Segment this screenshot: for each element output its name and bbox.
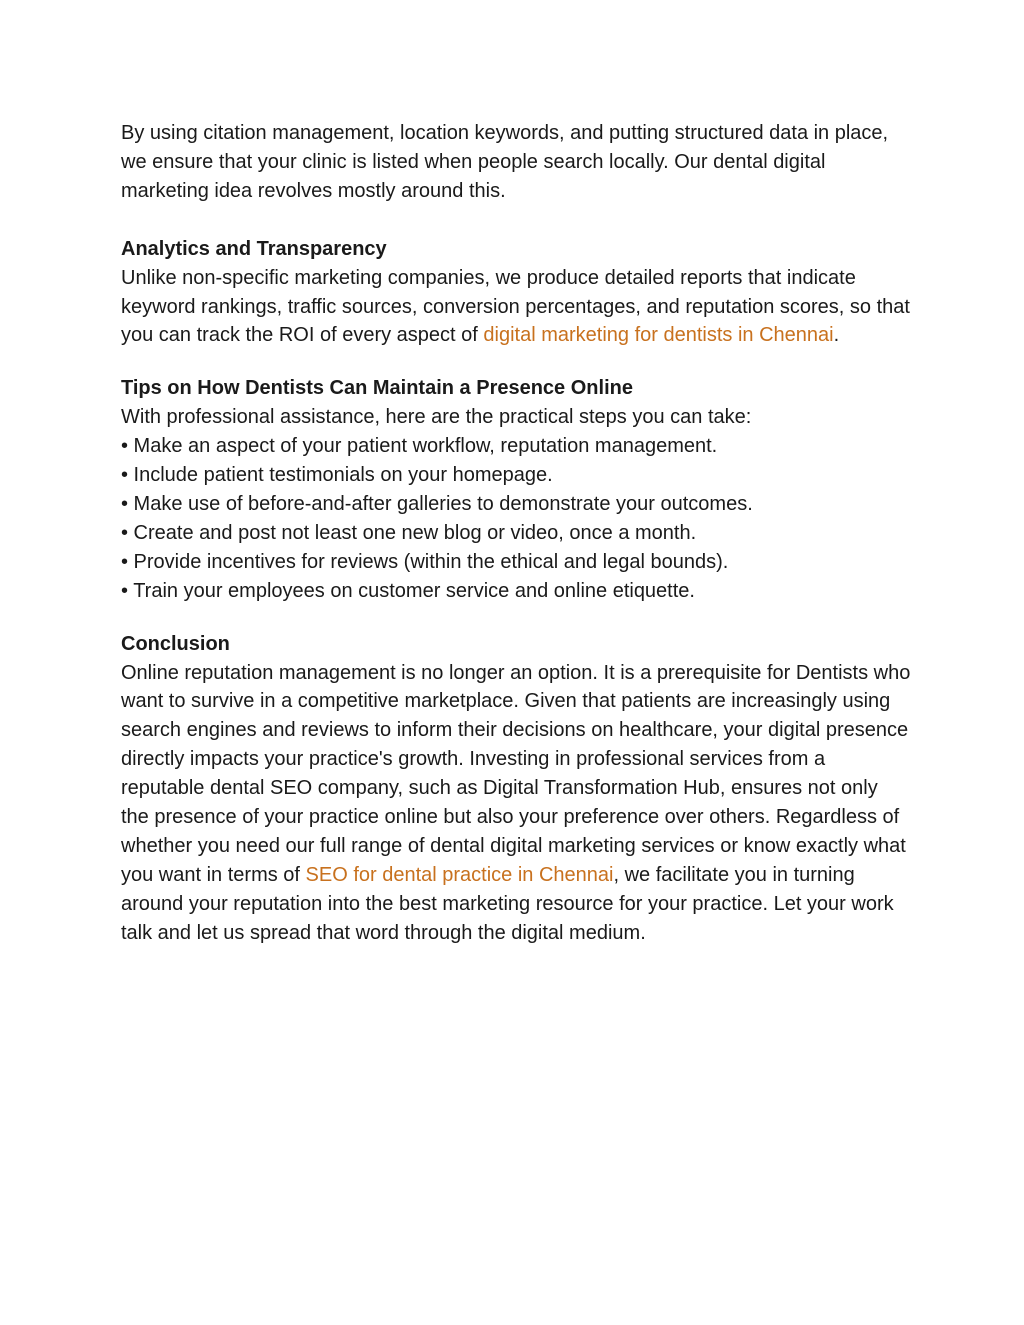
analytics-text: Unlike non-specific marketing companies, we produce detailed reports that indicate keyword rankings, traffic sources, conversion percentages, and reputation scores, so that you can track the ROI of every aspect of bbox=[121, 266, 910, 347]
list-item: • Provide incentives for reviews (within the ethical and legal bounds). bbox=[121, 550, 729, 573]
intro-paragraph: By using citation management, location keywords, and putting structured data in place, we ensure that your clinic is listed when people search locally. Our dental digital marketing idea revolves mostly around this. bbox=[121, 122, 889, 202]
seo-dental-link[interactable]: SEO for dental practice in Chennai bbox=[305, 863, 614, 886]
conclusion-text: Online reputation management is no longer an option. It is a prerequisite for Dentists who want to survive in a competitive marketplace. Given that patients are increasingly using search engines and reviews to inform their decisions on healthcare, your digital presence directly impacts your practice's growth. Investing in professional services from a reputable dental SEO company, such as Digital Transformation Hub, ensures not only the presence of your practice online but also your preference over others. Regardless of whether you need our full range of dental digital marketing services or know exactly what you want in terms of bbox=[121, 661, 911, 886]
digital-marketing-link[interactable]: digital marketing for dentists in Chennai bbox=[483, 324, 834, 347]
list-item: • Make an aspect of your patient workflow, reputation management. bbox=[121, 435, 718, 458]
tips-intro: With professional assistance, here are the practical steps you can take: bbox=[121, 406, 752, 429]
list-item: • Make use of before-and-after galleries to demonstrate your outcomes. bbox=[121, 492, 753, 515]
spacer bbox=[121, 350, 911, 374]
spacer bbox=[121, 206, 911, 235]
conclusion-text-end: , we facilitate you in turning around your reputation into the best marketing resource for your practice. Let your work talk and let us spread that word through the digital medium. bbox=[121, 863, 894, 944]
conclusion-paragraph bbox=[121, 659, 911, 948]
tips-heading: Tips on How Dentists Can Maintain a Presence Online bbox=[121, 377, 633, 400]
list-item: • Train your employees on customer service and online etiquette. bbox=[121, 579, 695, 602]
analytics-heading: Analytics and Transparency bbox=[121, 237, 387, 260]
analytics-text-end: . bbox=[833, 324, 840, 347]
list-item: • Include patient testimonials on your homepage. bbox=[121, 464, 553, 487]
analytics-paragraph bbox=[121, 264, 911, 351]
list-item: • Create and post not least one new blog or video, once a month. bbox=[121, 521, 697, 544]
conclusion-heading: Conclusion bbox=[121, 632, 230, 655]
tips-list bbox=[121, 432, 911, 605]
document-page bbox=[121, 119, 911, 948]
spacer bbox=[121, 606, 911, 630]
